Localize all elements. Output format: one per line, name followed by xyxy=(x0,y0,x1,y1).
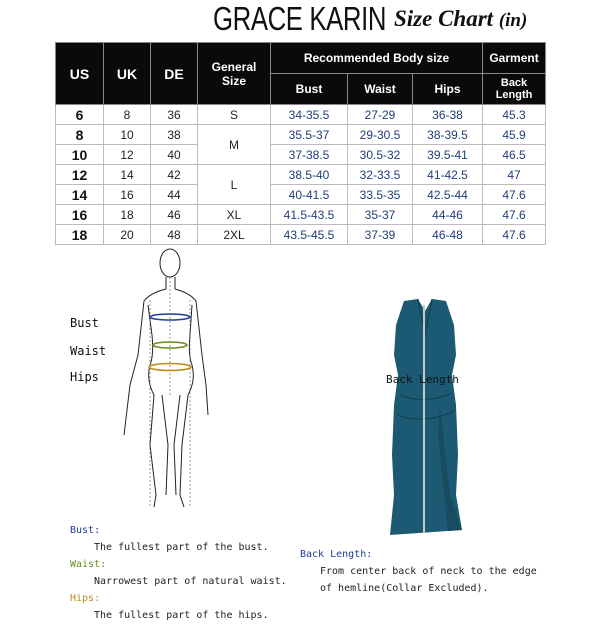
note-bust-text: The fullest part of the bust. xyxy=(94,542,269,553)
note-hips-text: The fullest part of the hips. xyxy=(94,610,269,621)
cell-waist: 29-30.5 xyxy=(348,125,413,145)
header-waist: Waist xyxy=(348,74,413,105)
cell-uk: 12 xyxy=(104,145,151,165)
header-hips: Hips xyxy=(413,74,483,105)
cell-general: XL xyxy=(198,205,271,225)
cell-uk: 10 xyxy=(104,125,151,145)
cell-hips: 46-48 xyxy=(413,225,483,245)
note-waist-label: Waist: xyxy=(70,559,107,570)
table-row xyxy=(56,205,546,225)
cell-uk: 16 xyxy=(104,185,151,205)
unit-text: (in) xyxy=(498,10,528,31)
table-row xyxy=(56,145,546,165)
note-waist-text: Narrowest part of natural waist. xyxy=(94,576,287,587)
table-row xyxy=(56,225,546,245)
cell-uk: 8 xyxy=(104,105,151,125)
header-garment: Garment xyxy=(483,43,546,74)
note-bust-label: Bust: xyxy=(70,525,101,536)
cell-length: 45.3 xyxy=(483,105,546,125)
cell-bust: 35.5-37 xyxy=(271,125,348,145)
cell-us: 18 xyxy=(56,225,104,245)
cell-length: 47.6 xyxy=(483,205,546,225)
note-back-text-1: From center back of neck to the edge xyxy=(320,566,537,577)
cell-bust: 37-38.5 xyxy=(271,145,348,165)
cell-de: 44 xyxy=(151,185,198,205)
cell-waist: 33.5-35 xyxy=(348,185,413,205)
figure-bust-label: Bust xyxy=(70,316,99,330)
cell-uk: 18 xyxy=(104,205,151,225)
note-hips-label: Hips: xyxy=(70,593,101,604)
header-recommended: Recommended Body size xyxy=(271,43,483,74)
header-us: US xyxy=(56,43,104,105)
cell-de: 38 xyxy=(151,125,198,145)
cell-length: 47 xyxy=(483,165,546,185)
header-back-length: Back Length xyxy=(483,74,546,105)
cell-length: 47.6 xyxy=(483,225,546,245)
cell-waist: 30.5-32 xyxy=(348,145,413,165)
cell-uk: 20 xyxy=(104,225,151,245)
header-general-size: General Size xyxy=(198,43,271,105)
title-text: Size Chart xyxy=(394,6,494,31)
table-row xyxy=(56,105,546,125)
cell-bust: 40-41.5 xyxy=(271,185,348,205)
cell-general: S xyxy=(198,105,271,125)
cell-us: 14 xyxy=(56,185,104,205)
cell-general: 2XL xyxy=(198,225,271,245)
cell-length: 45.9 xyxy=(483,125,546,145)
cell-hips: 39.5-41 xyxy=(413,145,483,165)
dress-illustration xyxy=(370,295,480,545)
figure-waist-label: Waist xyxy=(70,344,107,358)
size-chart-title xyxy=(394,6,527,32)
header-bust: Bust xyxy=(271,74,348,105)
cell-de: 40 xyxy=(151,145,198,165)
cell-waist: 32-33.5 xyxy=(348,165,413,185)
cell-bust: 34-35.5 xyxy=(271,105,348,125)
cell-waist: 27-29 xyxy=(348,105,413,125)
cell-de: 46 xyxy=(151,205,198,225)
back-length-notes xyxy=(300,546,537,597)
back-length-label: Back Length xyxy=(386,373,459,386)
cell-hips: 41-42.5 xyxy=(413,165,483,185)
cell-hips: 36-38 xyxy=(413,105,483,125)
header-de: DE xyxy=(151,43,198,105)
brand-logo: GRACE KARIN xyxy=(213,0,387,37)
header-uk: UK xyxy=(104,43,151,105)
table-row xyxy=(56,185,546,205)
cell-bust: 43.5-45.5 xyxy=(271,225,348,245)
cell-us: 12 xyxy=(56,165,104,185)
cell-length: 47.6 xyxy=(483,185,546,205)
cell-length: 46.5 xyxy=(483,145,546,165)
cell-hips: 42.5-44 xyxy=(413,185,483,205)
croquis-figure xyxy=(110,245,250,515)
note-back-text-2: of hemline(Collar Excluded). xyxy=(320,583,489,594)
measure-notes xyxy=(70,522,287,624)
cell-hips: 44-46 xyxy=(413,205,483,225)
cell-general: L xyxy=(198,165,271,205)
figure-hips-label: Hips xyxy=(70,370,99,384)
note-back-label: Back Length: xyxy=(300,549,373,560)
cell-us: 10 xyxy=(56,145,104,165)
table-row xyxy=(56,125,546,145)
cell-uk: 14 xyxy=(104,165,151,185)
cell-general: M xyxy=(198,125,271,165)
size-table xyxy=(55,42,546,245)
table-row xyxy=(56,165,546,185)
cell-bust: 41.5-43.5 xyxy=(271,205,348,225)
cell-de: 42 xyxy=(151,165,198,185)
cell-de: 48 xyxy=(151,225,198,245)
cell-waist: 37-39 xyxy=(348,225,413,245)
cell-hips: 38-39.5 xyxy=(413,125,483,145)
cell-waist: 35-37 xyxy=(348,205,413,225)
cell-de: 36 xyxy=(151,105,198,125)
cell-us: 6 xyxy=(56,105,104,125)
cell-us: 16 xyxy=(56,205,104,225)
cell-us: 8 xyxy=(56,125,104,145)
cell-bust: 38.5-40 xyxy=(271,165,348,185)
